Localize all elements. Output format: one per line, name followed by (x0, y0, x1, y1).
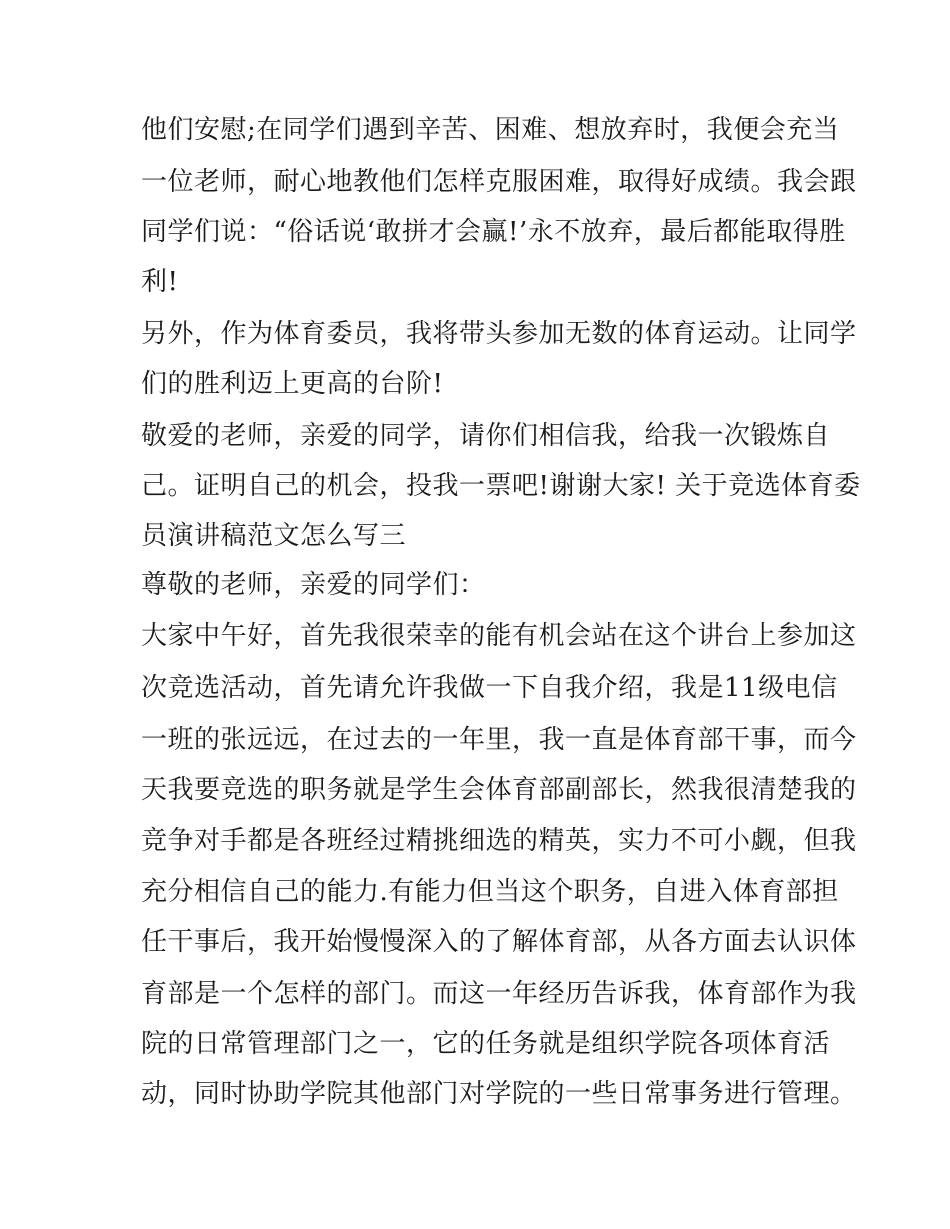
text-line: 大家中午好，首先我很荣幸的能有机会站在这个讲台上参加这 (141, 621, 857, 651)
text-line: 育部是一个怎样的部门。而这一年经历告诉我，体育部作为我 (141, 979, 857, 1009)
text-line: 利! (141, 267, 179, 297)
text-line: 充分相信自己的能力.有能力但当这个职务，自进入体育部担 (141, 877, 839, 907)
text-line: 们的胜利迈上更高的台阶! (141, 369, 444, 399)
text-line: 尊敬的老师，亲爱的同学们： (141, 570, 486, 600)
text-line: 己。证明自己的机会，投我一票吧!谢谢大家! 关于竞选体育委 (141, 471, 861, 501)
text-line: 次竞选活动，首先请允许我做一下自我介绍，我是11级电信 (141, 673, 838, 703)
text-line: 一班的张远远，在过去的一年里，我一直是体育部干事，而今 (141, 725, 857, 755)
text-line: 敬爱的老师，亲爱的同学，请你们相信我，给我一次锻炼自 (141, 421, 831, 451)
text-line: 员演讲稿范文怎么写三 (141, 521, 407, 551)
text-line: 天我要竞选的职务就是学生会体育部副部长，然我很清楚我的 (141, 775, 857, 805)
text-line: 同学们说：“俗话说‘敢拼才会赢!’永不放弃，最后都能取得胜 (141, 217, 846, 247)
text-line: 他们安慰;在同学们遇到辛苦、困难、想放弃时，我便会充当 (141, 115, 840, 145)
text-line: 动，同时协助学院其他部门对学院的一些日常事务进行管理。 (141, 1079, 857, 1109)
text-line: 一位老师，耐心地教他们怎样克服困难，取得好成绩。我会跟 (141, 167, 857, 197)
text-line: 院的日常管理部门之一，它的任务就是组织学院各项体育活 (141, 1029, 831, 1059)
text-line: 任干事后，我开始慢慢深入的了解体育部，从各方面去认识体 (141, 927, 857, 957)
text-line: 另外，作为体育委员，我将带头参加无数的体育运动。让同学 (141, 319, 857, 349)
text-line: 竞争对手都是各班经过精挑细选的精英，实力不可小觑，但我 (141, 826, 857, 856)
